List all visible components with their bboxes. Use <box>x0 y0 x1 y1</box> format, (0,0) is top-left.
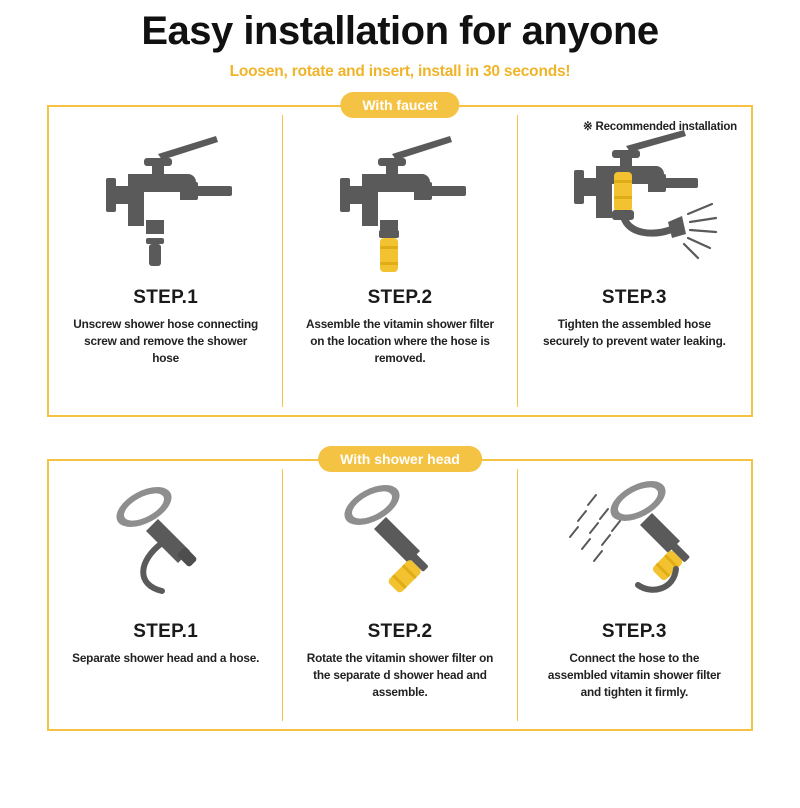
faucet-step-1-title: STEP.1 <box>133 287 199 308</box>
faucet-steps <box>49 107 751 415</box>
panel-with-shower-head <box>47 451 753 731</box>
faucet-step-1-desc: Unscrew shower hose connecting screw and remove the shower hose <box>73 317 259 366</box>
shower-step-2 <box>283 461 516 729</box>
panel-with-faucet <box>47 97 753 417</box>
shower-step-2-desc: Rotate the vitamin shower filter on the separate d shower head and assemble. <box>306 651 494 700</box>
shower-step-3 <box>518 461 751 729</box>
page-title: Easy installation for anyone <box>141 9 659 53</box>
faucet-with-filter-spray-icon <box>526 107 743 285</box>
shower-step-3-title: STEP.3 <box>601 621 667 642</box>
page-subtitle: Loosen, rotate and insert, install in 30 seconds! <box>229 63 571 80</box>
shower-head-steps <box>49 461 751 729</box>
shower-head-hose-icon <box>57 461 274 619</box>
shower-step-1-title: STEP.1 <box>133 621 199 642</box>
shower-step-1-desc: Separate shower head and a hose. <box>72 651 260 665</box>
shower-head-spray-icon <box>526 461 743 619</box>
faucet-without-filter-icon <box>57 107 274 285</box>
faucet-step-3-title: STEP.3 <box>601 287 667 308</box>
faucet-step-2-title: STEP.2 <box>367 287 433 308</box>
faucet-step-1 <box>49 107 282 415</box>
installation-guide-page <box>0 8 800 808</box>
faucet-step-2 <box>283 107 516 415</box>
faucet-step-3-desc: Tighten the assembled hose securely to prevent water leaking. <box>542 317 726 349</box>
panel-badge-with-faucet: With faucet <box>340 92 459 118</box>
faucet-with-filter-icon <box>291 107 508 285</box>
shower-head-filter-icon <box>291 461 508 619</box>
shower-step-3-desc: Connect the hose to the assembled vitamin shower filter and tighten it firmly. <box>547 651 721 700</box>
shower-step-2-title: STEP.2 <box>367 621 433 642</box>
shower-step-1 <box>49 461 282 729</box>
faucet-step-3 <box>518 107 751 415</box>
recommended-installation-note: ※ Recommended installation <box>583 121 737 133</box>
panel-badge-with-shower-head: With shower head <box>318 446 482 472</box>
faucet-step-2-desc: Assemble the vitamin shower filter on the location where the hose is removed. <box>306 317 494 366</box>
